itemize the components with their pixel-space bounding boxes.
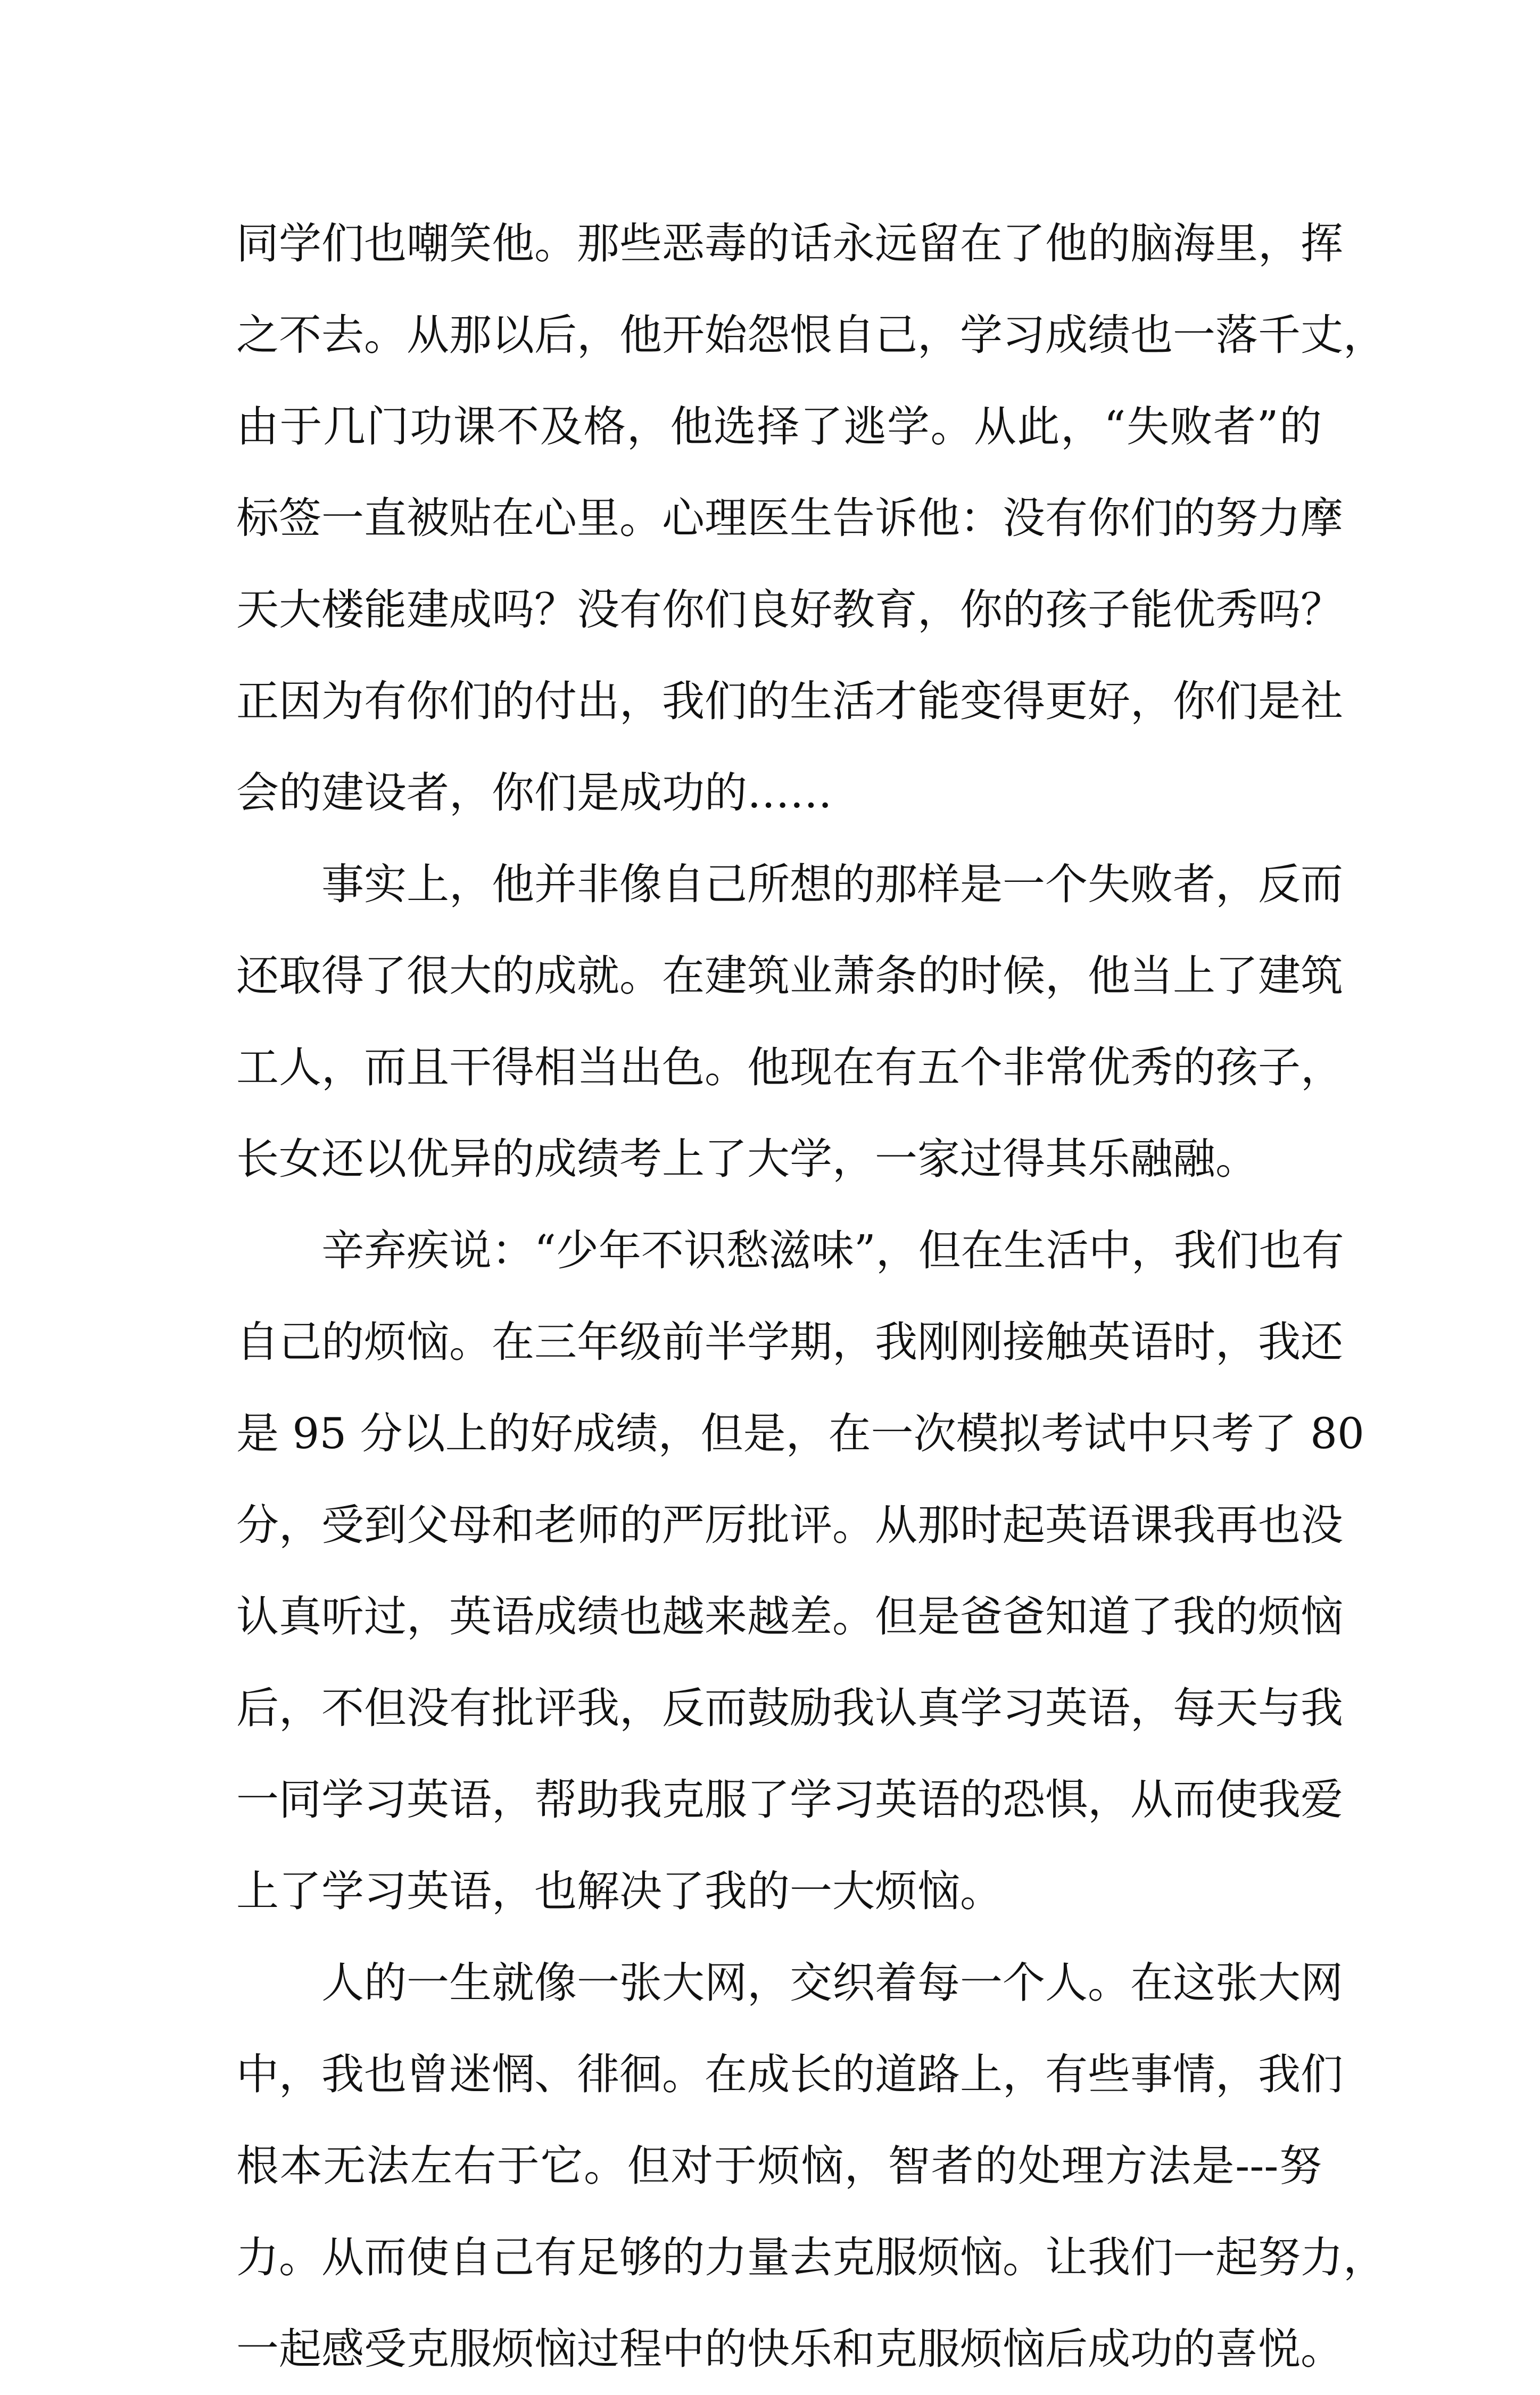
- text-line: 工人，而且干得相当出色。他现在有五个非常优秀的孩子，: [236, 1043, 1343, 1092]
- text-line: 一起感受克服烦恼过程中的快乐和克服烦恼后成功的喜悦。: [236, 2324, 1343, 2374]
- text-line: 由于几门功课不及格，他选择了逃学。从此，“失败者”的: [236, 402, 1322, 451]
- text-line: 会的建设者，你们是成功的……: [236, 768, 832, 817]
- text-line: 中，我也曾迷惘、徘徊。在成长的道路上，有些事情，我们: [236, 2050, 1343, 2099]
- paragraph-first-line: 事实上，他并非像自己所想的那样是一个失败者，反而: [321, 860, 1343, 909]
- text-line: 认真听过，英语成绩也越来越差。但是爸爸知道了我的烦恼: [236, 1592, 1343, 1641]
- text-line: 根本无法左右于它。但对于烦恼，智者的处理方法是---努: [236, 2141, 1322, 2191]
- text-line: 一同学习英语，帮助我克服了学习英语的恐惧，从而使我爱: [236, 1775, 1343, 1824]
- body-text: [236, 198, 1386, 2395]
- text-line: 之不去。从那以后，他开始怨恨自己，学习成绩也一落千丈，: [236, 310, 1386, 360]
- text-line: 是 95 分以上的好成绩，但是，在一次模拟考试中只考了 80: [236, 1409, 1364, 1458]
- text-line: 后，不但没有批评我，反而鼓励我认真学习英语，每天与我: [236, 1683, 1343, 1733]
- paragraph-first-line: 辛弃疾说：“少年不识愁滋味”，但在生活中，我们也有: [321, 1226, 1344, 1275]
- text-line: 标签一直被贴在心里。心理医生告诉他：没有你们的努力摩: [236, 493, 1343, 543]
- text-line: 正因为有你们的付出，我们的生活才能变得更好，你们是社: [236, 676, 1343, 726]
- text-line: 天大楼能建成吗？没有你们良好教育，你的孩子能优秀吗？: [236, 585, 1343, 634]
- text-line: 分，受到父母和老师的严厉批评。从那时起英语课我再也没: [236, 1500, 1343, 1550]
- paragraph-first-line: 人的一生就像一张大网，交织着每一个人。在这张大网: [321, 1958, 1343, 2008]
- text-line: 长女还以优异的成绩考上了大学，一家过得其乐融融。: [236, 1134, 1258, 1184]
- text-line: 力。从而使自己有足够的力量去克服烦恼。让我们一起努力，: [236, 2233, 1386, 2282]
- text-line: 还取得了很大的成就。在建筑业萧条的时候，他当上了建筑: [236, 951, 1343, 1001]
- text-line: 自己的烦恼。在三年级前半学期，我刚刚接触英语时，我还: [236, 1317, 1343, 1367]
- text-line: 同学们也嘲笑他。那些恶毒的话永远留在了他的脑海里，挥: [236, 219, 1343, 268]
- text-line: 上了学习英语，也解决了我的一大烦恼。: [236, 1867, 1003, 1916]
